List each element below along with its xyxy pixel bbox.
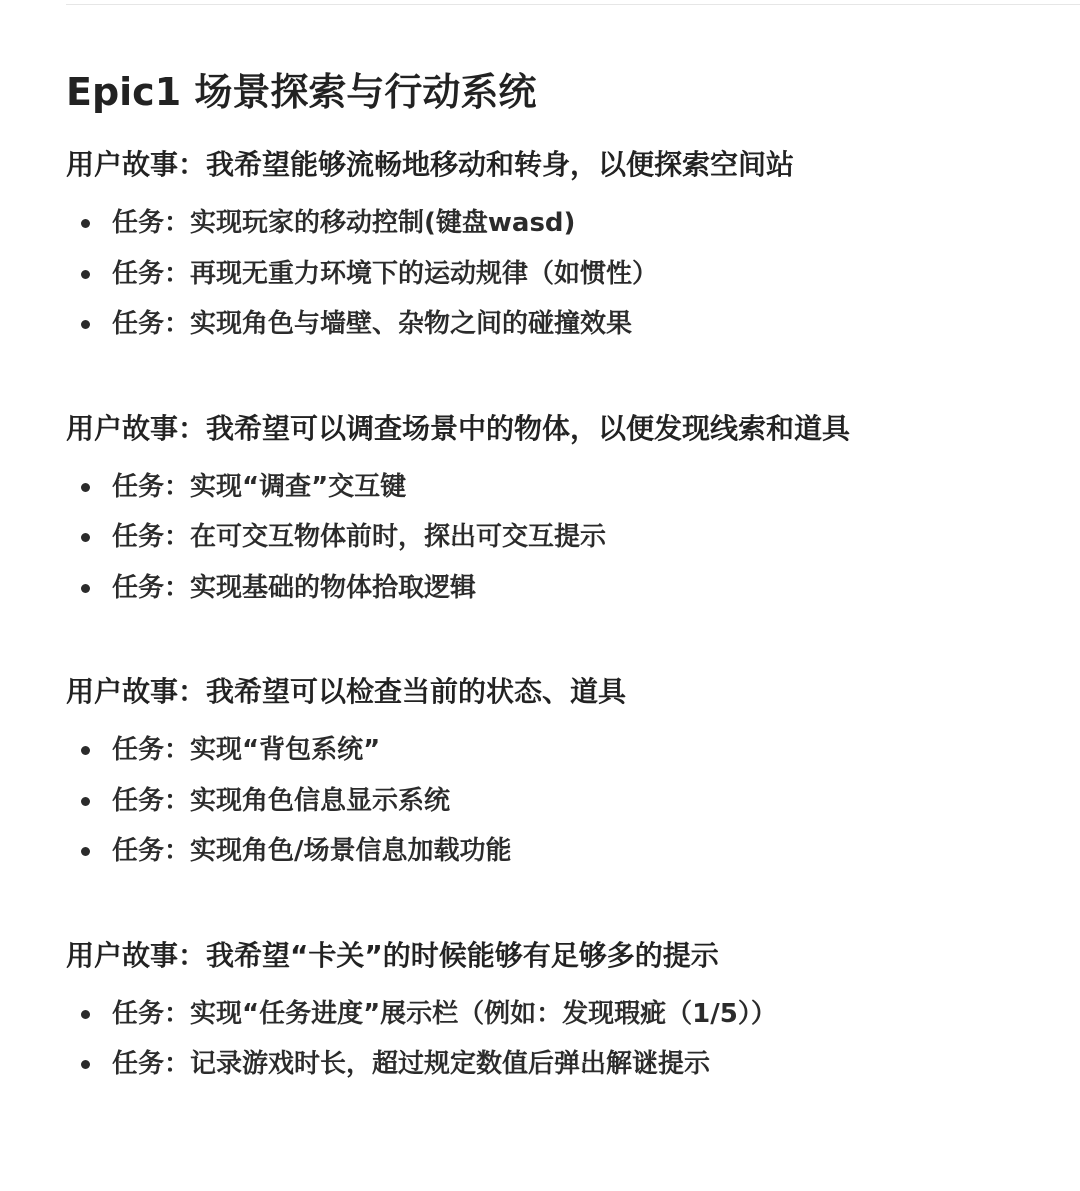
task-text: 任务：实现“任务进度”展示栏（例如：发现瑕疵（1/5）） (112, 998, 777, 1029)
bullet-icon (81, 270, 90, 279)
document-body (66, 64, 1056, 1090)
task-text: 任务：在可交互物体前时，探出可交互提示 (112, 522, 607, 552)
bullet-icon (81, 1010, 90, 1019)
user-story-2 (66, 408, 1056, 614)
bullet-icon (81, 533, 90, 542)
top-divider (66, 4, 1080, 5)
task-list (66, 462, 1056, 614)
task-text: 任务：实现角色/场景信息加载功能 (112, 836, 512, 866)
task-list (66, 989, 1056, 1090)
bullet-icon (81, 483, 90, 492)
task-text: 任务：实现“背包系统” (112, 735, 381, 765)
task-text: 任务：实现角色与墙壁、杂物之间的碰撞效果 (112, 309, 633, 339)
user-story-1 (66, 144, 1056, 350)
task-item (66, 299, 1056, 350)
bullet-icon (81, 1060, 90, 1069)
user-story-3 (66, 671, 1056, 877)
bullet-icon (81, 746, 90, 755)
task-text: 任务：实现玩家的移动控制(键盘wasd) (112, 208, 576, 238)
task-text: 任务：实现“调查”交互键 (112, 471, 407, 502)
task-text: 任务：实现角色信息显示系统 (112, 785, 451, 816)
task-item (66, 776, 1056, 827)
story-title: 用户故事：我希望能够流畅地移动和转身，以便探索空间站 (66, 148, 795, 181)
task-item (66, 249, 1056, 300)
task-item (66, 826, 1056, 877)
user-story-4 (66, 935, 1056, 1090)
task-text: 任务：实现基础的物体拾取逻辑 (112, 572, 477, 603)
task-item (66, 563, 1056, 614)
task-list (66, 725, 1056, 877)
bullet-icon (81, 584, 90, 593)
task-item (66, 462, 1056, 513)
task-text: 任务：再现无重力环境下的运动规律（如惯性） (112, 258, 659, 289)
task-text: 任务：记录游戏时长，超过规定数值后弹出解谜提示 (112, 1049, 711, 1079)
task-item (66, 198, 1056, 249)
task-item (66, 512, 1056, 563)
story-title: 用户故事：我希望可以调查场景中的物体，以便发现线索和道具 (66, 411, 851, 445)
bullet-icon (81, 219, 90, 228)
task-item (66, 1039, 1056, 1090)
task-item (66, 989, 1056, 1040)
story-title: 用户故事：我希望“卡关”的时候能够有足够多的提示 (66, 938, 719, 972)
epic-title: Epic1 场景探索与行动系统 (66, 70, 537, 114)
story-title: 用户故事：我希望可以检查当前的状态、道具 (66, 675, 627, 708)
bullet-icon (81, 847, 90, 856)
task-list (66, 198, 1056, 350)
bullet-icon (81, 797, 90, 806)
task-item (66, 725, 1056, 776)
bullet-icon (81, 320, 90, 329)
